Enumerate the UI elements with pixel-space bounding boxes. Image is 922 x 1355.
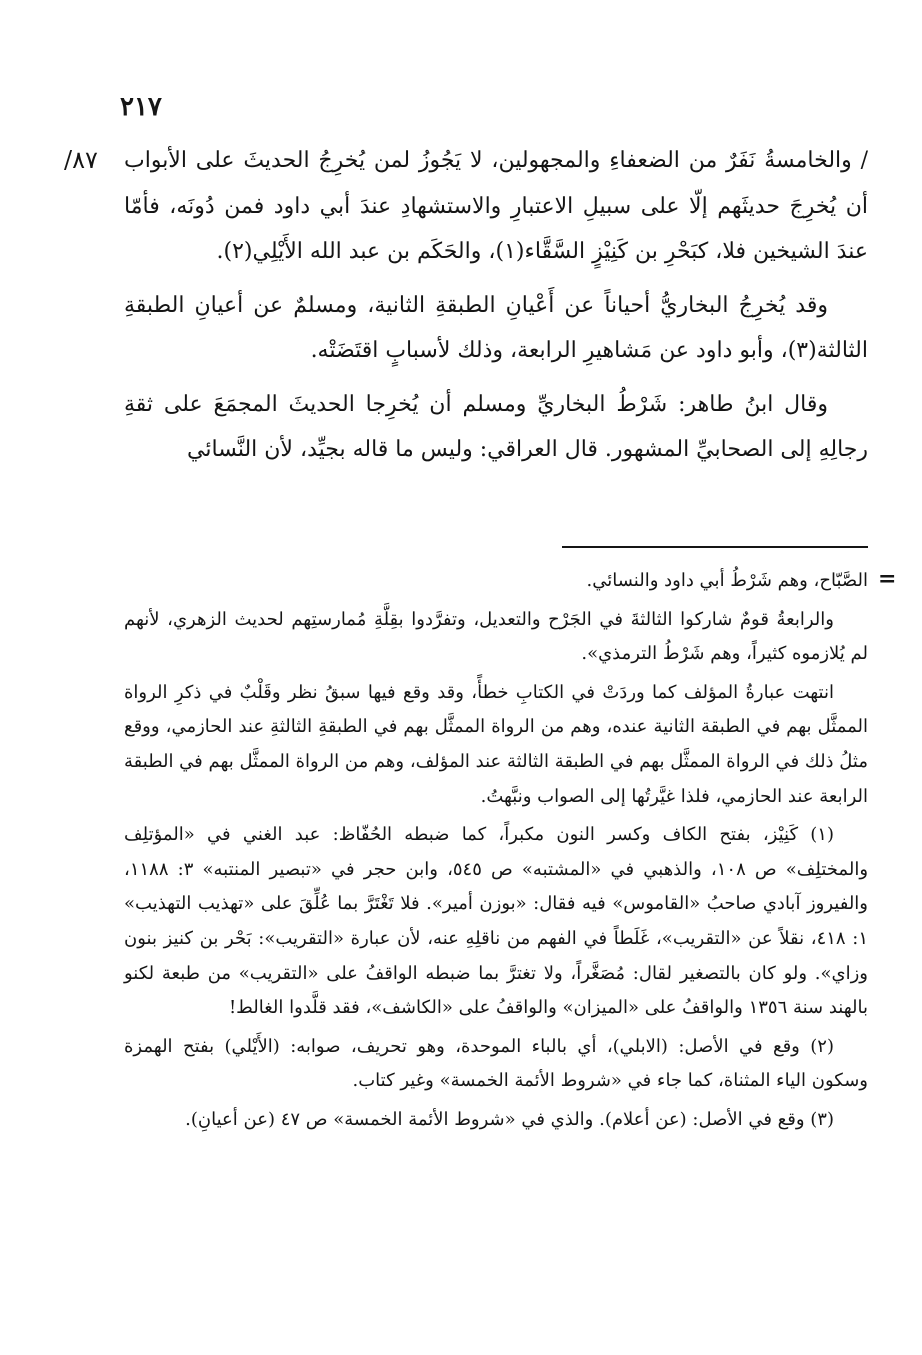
- main-paragraph: وقال ابنُ طاهر: شَرْطُ البخاريِّ ومسلم أن يُخرِجا الحديثَ المجمَعَ على ثقةِ رجالِهِ إلى الصحابيِّ المشهور. قال العراقي: وليس ما قاله بجيِّد، لأن النَّسائي: [124, 391, 868, 462]
- footnote-1: (١) كَنِيْز، بفتح الكاف وكسر النون مكبراً، كما ضبطه الحُفّاظ: عبد الغني في «المؤتلِف والمختلِف» ص ١٠٨، والذهبي في «المشتبه» ص ٥٤٥، وابن حجر في «تبصير المنتبه» ٣: ١١٨٨، والفيروز آبادي صاحبُ «القاموس» فيه فقال: «بوزن أمير». فلا تَغْتَرَّ بما عُلِّقَ على «تهذيب التهذيب» ١: ٤١٨، نقلاً عن «التقريب»، غَلَطاً في الفهم من ناقلِهِ عنه، لأن عبارة «التقريب»: بَحْر بن كنيز بنون وزاي». ولو كان بالتصغير لقال: مُصَغَّراً، ولا تغترَّ بما ضبطه الواقفُ على «التقريب» من طبعة لكنو بالهند سنة ١٣٥٦ والواقفُ على «الميزان» والواقفُ على «الكاشف»، فقد قلَّدوا الغالط!: [124, 824, 869, 1019]
- margin-reference: ٨٧/: [64, 146, 98, 174]
- main-paragraph: / والخامسةُ نَفَرٌ من الضعفاءِ والمجهولين، لا يَجُوزُ لمن يُخرِجُ الحديثَ على الأبواب أن يُخرِجَ حديثَهم إلّا على سبيلِ الاعتبارِ والاستشهادِ عندَ أبي داود فمن دُونَه، فأمّا عندَ الشيخين فلا، كبَحْرِ بن كَنِيْزٍ السَّقَّاء(١)، والحَكَم بن عبد الله الأَيْلِي(٢).: [124, 148, 868, 264]
- page-number: ٢١٧: [120, 92, 162, 122]
- footnote-continuation-mark: =: [878, 566, 897, 592]
- footnote-separator: [562, 546, 868, 548]
- main-text: [124, 138, 868, 481]
- main-paragraph: وقد يُخرِجُ البخاريُّ أحياناً عن أَعْيانِ الطبقةِ الثانية، ومسلمٌ عن أعيانِ الطبقةِ الثالثة(٣)، وأبو داود عن مَشاهيرِ الرابعة، وذلك لأسبابٍ اقتَضَتْه.: [124, 292, 868, 363]
- footnotes: [124, 564, 868, 1142]
- footnote-paragraph: انتهت عبارةُ المؤلف كما وردَتْ في الكتابِ خطأً، وقد وقع فيها سبقُ نظر وقَلْبٌ في ذكرِ الرواة الممثَّل بهم في الطبقة الثانية عنده، وهم من الرواة الممثَّل بهم في الطبقةِ الثالثةِ عند الحازمي، ووقع مثلُ ذلك في الرواة الممثَّل بهم في الطبقة الثالثة عند المؤلف، وهم من الرواة الممثَّل بهم في الطبقة الرابعة عند الحازمي، فلذا غيَّرتُها إلى الصواب ونبَّهتُ.: [124, 681, 868, 807]
- footnote-paragraph: الصَّبّاح، وهم شَرْطُ أبي داود والنسائي.: [586, 570, 868, 591]
- footnote-paragraph: والرابعةُ قومٌ شاركوا الثالثةَ في الجَرْح والتعديل، وتفرَّدوا بقِلَّةِ مُمارستِهم لحديث الزهري، لأنهم لم يُلازموه كثيراً، وهم شَرْطُ الترمذي».: [124, 608, 868, 665]
- footnote-3: (٣) وقع في الأصل: (عن أعلام). والذي في «شروط الأئمة الخمسة» ص ٤٧ (عن أعيانِ).: [185, 1108, 834, 1130]
- footnote-2: (٢) وقع في الأصل: (الابلي)، أي بالباء الموحدة، وهو تحريف، صوابه: (الأَيْلي) بفتح الهمزة وسكون الياء المثناة، كما جاء في «شروط الأئمة الخمسة» وغير كتاب.: [124, 1035, 868, 1092]
